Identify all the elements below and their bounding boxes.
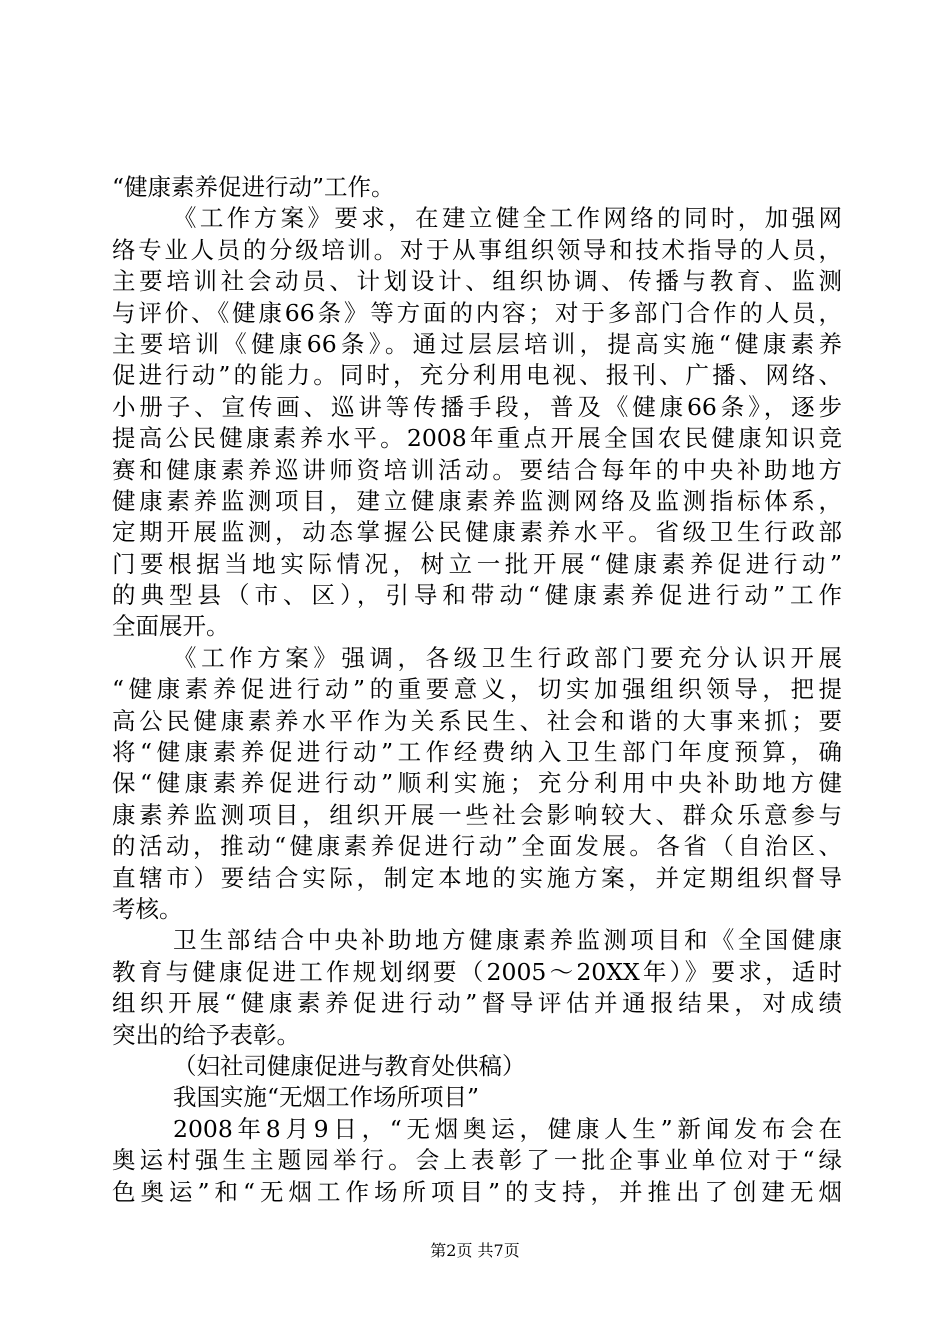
text-line: 保“健康素养促进行动”顺利实施；充分利用中央补助地方健 <box>112 769 842 798</box>
text-line: 健康素养监测项目，建立健康素养监测网络及监测指标体系， <box>112 486 842 515</box>
text-line: 突出的给予表彰。 <box>112 1020 300 1049</box>
text-line: 考核。 <box>112 894 183 923</box>
text-line: 的典型县（市、区），引导和带动“健康素养促进行动”工作 <box>112 581 842 610</box>
text-line: 直辖市）要结合实际，制定本地的实施方案，并定期组织督导 <box>112 863 842 892</box>
text-line: 将“健康素养促进行动”工作经费纳入卫生部门年度预算，确 <box>112 738 842 767</box>
text-line: 促进行动”的能力。同时，充分利用电视、报刊、广播、网络、 <box>112 361 842 390</box>
text-line: “健康素养促进行动”的重要意义，切实加强组织领导，把提 <box>112 675 842 704</box>
text-line: 全面展开。 <box>112 612 230 641</box>
text-line: 的活动，推动“健康素养促进行动”全面发展。各省（自治区、 <box>112 832 842 861</box>
text-line: 《工作方案》要求，在建立健全工作网络的同时，加强网 <box>173 204 842 233</box>
text-line: 康素养监测项目，组织开展一些社会影响较大、群众乐意参与 <box>112 800 842 829</box>
text-line: 小册子、宣传画、巡讲等传播手段，普及《健康66条》，逐步 <box>112 392 842 421</box>
text-line: 主要培训社会动员、计划设计、组织协调、传播与教育、监测 <box>112 267 842 296</box>
text-line: 定期开展监测，动态掌握公民健康素养水平。省级卫生行政部 <box>112 518 842 547</box>
text-line: 与评价、《健康66条》等方面的内容；对于多部门合作的人员， <box>112 298 842 327</box>
document-body <box>112 172 842 1208</box>
text-line: 奥运村强生主题园举行。会上表彰了一批企事业单位对于“绿 <box>112 1146 842 1175</box>
text-line: 高公民健康素养水平作为关系民生、社会和谐的大事来抓；要 <box>112 706 842 735</box>
text-line: 组织开展“健康素养促进行动”督导评估并通报结果，对成绩 <box>112 989 842 1018</box>
text-line: 卫生部结合中央补助地方健康素养监测项目和《全国健康 <box>173 926 842 955</box>
text-line: 门要根据当地实际情况，树立一批开展“健康素养促进行动” <box>112 549 842 578</box>
text-line: 2008年8月9日，“无烟奥运，健康人生”新闻发布会在 <box>173 1114 842 1143</box>
text-line: （妇社司健康促进与教育处供稿） <box>173 1051 526 1080</box>
text-line: 《工作方案》强调，各级卫生行政部门要充分认识开展 <box>173 643 842 672</box>
text-line: “健康素养促进行动”工作。 <box>112 173 395 201</box>
text-line: 提高公民健康素养水平。2008年重点开展全国农民健康知识竞 <box>112 424 842 453</box>
text-line: 络专业人员的分级培训。对于从事组织领导和技术指导的人员， <box>112 235 842 264</box>
text-line: 主要培训《健康66条》。通过层层培训，提高实施“健康素养 <box>112 329 842 358</box>
page-number-footer: 第2页 共7页 <box>430 1241 520 1260</box>
text-line: 教育与健康促进工作规划纲要（2005～20XX年）》要求，适时 <box>112 957 842 986</box>
text-line: 色奥运”和“无烟工作场所项目”的支持，并推出了创建无烟 <box>112 1177 842 1206</box>
text-line: 我国实施“无烟工作场所项目” <box>173 1083 480 1112</box>
text-line: 赛和健康素养巡讲师资培训活动。要结合每年的中央补助地方 <box>112 455 842 484</box>
